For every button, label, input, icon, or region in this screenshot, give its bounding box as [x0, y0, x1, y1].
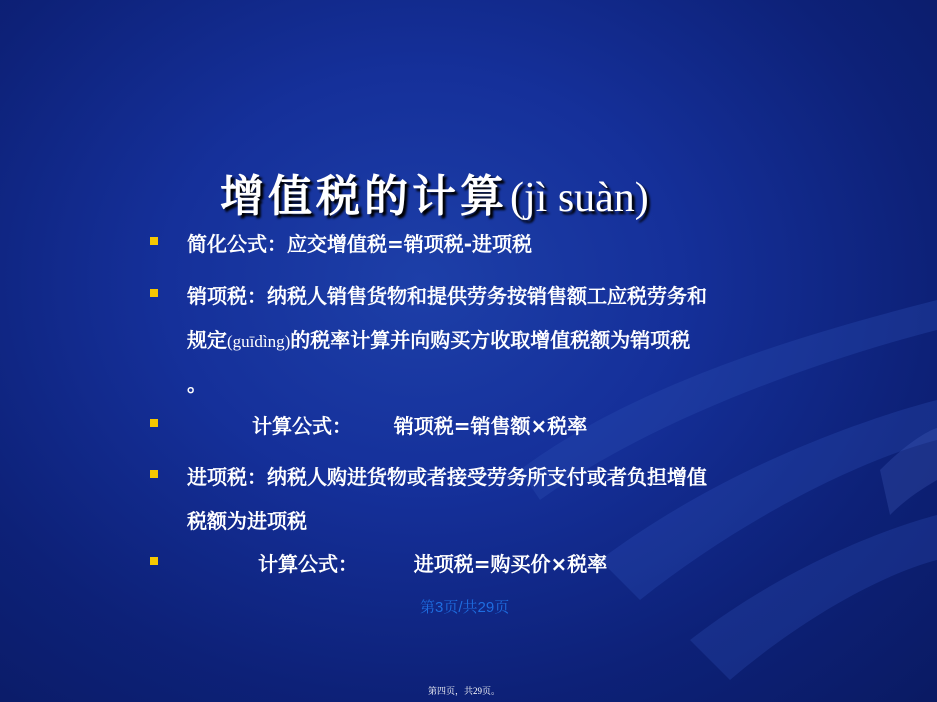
item-text: 计算公式： 销项税=销售额×税率 — [252, 414, 588, 438]
page-number-small: 第四页，共29页。 — [428, 686, 501, 696]
bullet-square-icon — [150, 419, 158, 427]
item-text-line3: 。 — [187, 372, 207, 396]
title-pinyin: (jì suàn) — [510, 175, 649, 221]
item-text-line2: 税额为进项税 — [187, 509, 307, 533]
item-text: 简化公式：应交增值税=销项税-进项税 — [187, 232, 533, 256]
item-text: 计算公式： 进项税=购买价×税率 — [258, 552, 608, 576]
title-chinese: 增值税的计算 — [220, 171, 508, 222]
bullet-square-icon — [150, 237, 158, 245]
item-text: 销项税：纳税人销售货物和提供劳务按销售额工应税劳务和 — [187, 284, 707, 308]
slide-title — [220, 160, 649, 224]
item-text-line2: 规定(guīdìng)的税率计算并向购买方收取增值税额为销项税 — [187, 328, 691, 352]
item-text: 进项税：纳税人购进货物或者接受劳务所支付或者负担增值 — [187, 465, 707, 489]
bullet-square-icon — [150, 470, 158, 478]
bullet-square-icon — [150, 289, 158, 297]
page-number: 第3页/共29页 — [420, 599, 510, 616]
bullet-square-icon — [150, 557, 158, 565]
